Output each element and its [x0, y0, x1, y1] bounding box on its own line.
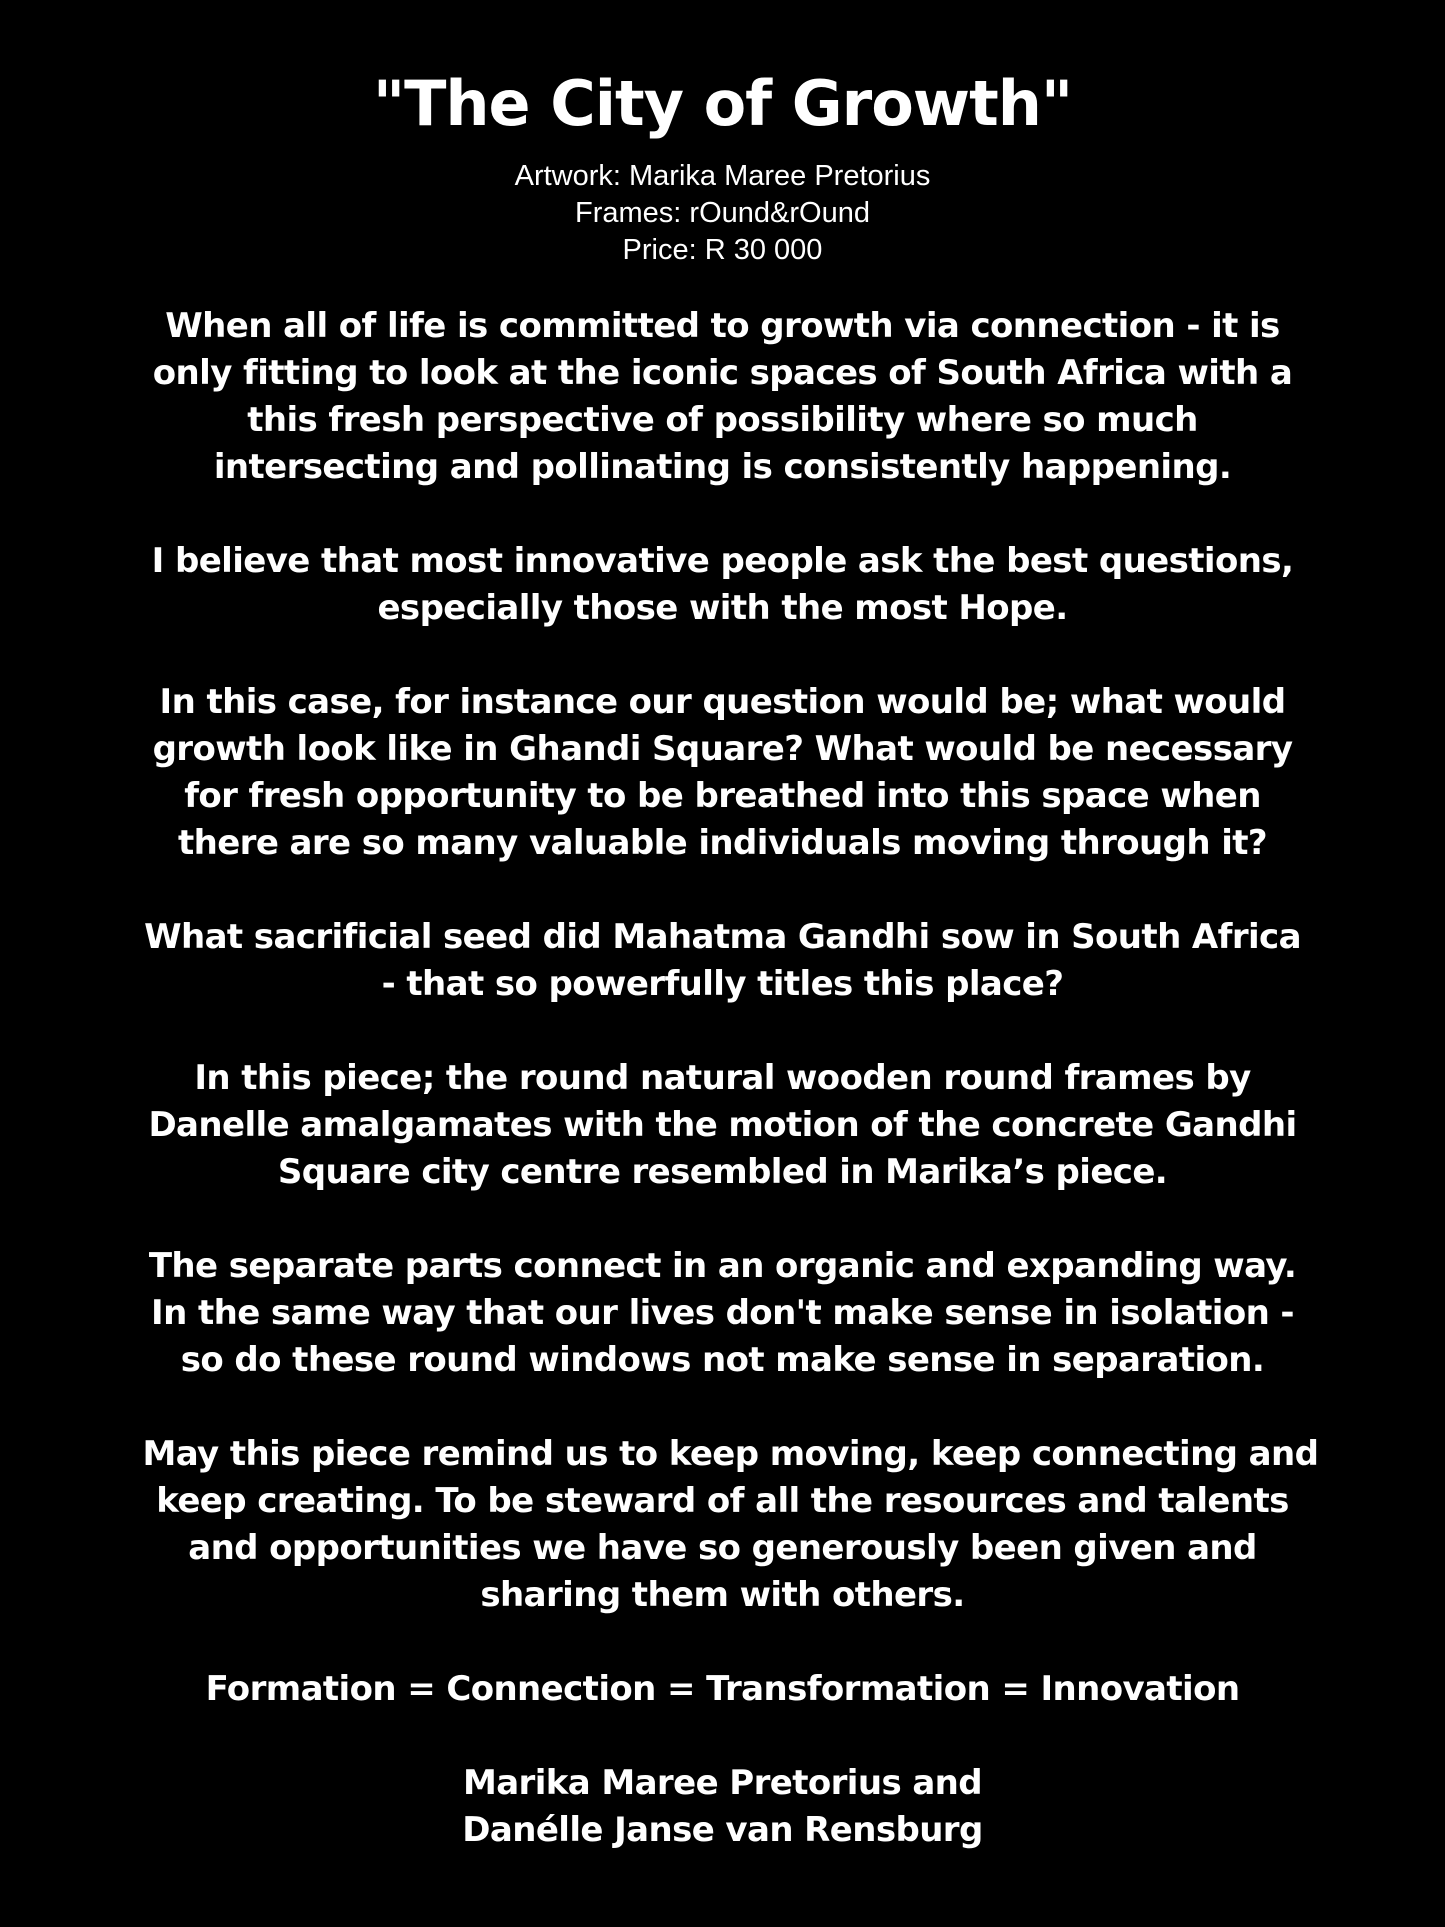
- text-line: especially those with the most Hope.: [377, 588, 1068, 628]
- paragraph-round-frames: [143, 1055, 1303, 1196]
- text-line: and opportunities we have so generously been given and: [188, 1528, 1257, 1568]
- paragraph-ghandi-square-question: [143, 679, 1303, 867]
- text-line: The separate parts connect in an organic and expanding way.: [148, 1246, 1297, 1286]
- paragraph-keep-moving: [142, 1431, 1319, 1619]
- text-line: Formation = Connection = Transformation = Innovation: [205, 1669, 1240, 1709]
- text-line: What sacrificial seed did Mahatma Gandhi sow in South Africa: [144, 917, 1301, 957]
- text-line: In this piece; the round natural wooden round frames by: [194, 1058, 1251, 1098]
- paragraph-growth-connection: [143, 303, 1303, 491]
- text-line: May this piece remind us to keep moving, keep connecting and: [142, 1434, 1319, 1474]
- signature-line: Danélle Janse van Rensburg: [462, 1810, 983, 1850]
- paragraph-sacrificial-seed: [143, 914, 1303, 1008]
- text-line: I believe that most innovative people ask the best questions,: [151, 541, 1294, 581]
- text-line: In this case, for instance our question would be; what would: [159, 682, 1286, 722]
- paragraph-separate-parts: [143, 1243, 1303, 1384]
- statement-body: [142, 303, 1319, 1854]
- text-line: Danelle amalgamates with the motion of the concrete Gandhi: [148, 1105, 1297, 1145]
- paragraph-innovative-people: [143, 538, 1303, 632]
- text-line: there are so many valuable individuals moving through it?: [177, 823, 1268, 863]
- text-line: When all of life is committed to growth via connection - it is: [165, 306, 1280, 346]
- signature-block: [143, 1760, 1303, 1854]
- text-line: keep creating. To be steward of all the resources and talents: [156, 1481, 1289, 1521]
- text-line: only fitting to look at the iconic spaces of South Africa with a: [152, 353, 1293, 393]
- price-label: Price: R 30 000: [622, 234, 823, 266]
- text-line: so do these round windows not make sense in separation.: [180, 1340, 1265, 1380]
- text-line: for fresh opportunity to be breathed into this space when: [184, 776, 1261, 816]
- signature-line: Marika Maree Pretorius and: [462, 1763, 983, 1803]
- page-title: "The City of Growth": [372, 67, 1073, 140]
- text-line: sharing them with others.: [480, 1575, 965, 1615]
- text-line: Square city centre resembled in Marika’s piece.: [277, 1152, 1168, 1192]
- artwork-details: [0, 158, 1445, 269]
- artwork-credit: Artwork: Marika Maree Pretorius: [514, 160, 931, 192]
- frames-credit: Frames: rOund&rOund: [575, 197, 870, 229]
- text-line: In the same way that our lives don't make sense in isolation -: [151, 1293, 1294, 1333]
- text-line: intersecting and pollinating is consistently happening.: [213, 447, 1232, 487]
- text-line: - that so powerfully titles this place?: [381, 964, 1064, 1004]
- text-line: this fresh perspective of possibility where so much: [247, 400, 1198, 440]
- text-line: growth look like in Ghandi Square? What would be necessary: [152, 729, 1293, 769]
- paragraph-formula: [143, 1666, 1303, 1713]
